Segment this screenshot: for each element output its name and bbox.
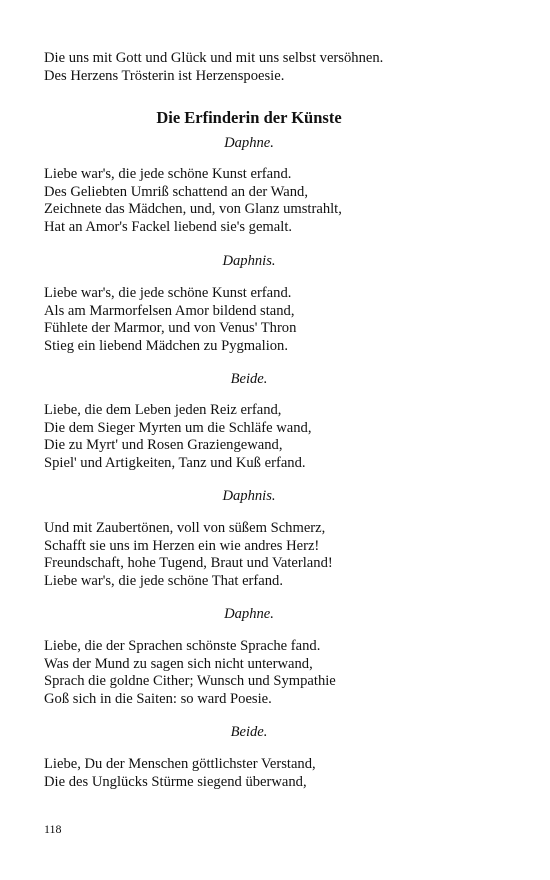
verse-line: Was der Mund zu sagen sich nicht unterwand, bbox=[44, 655, 313, 672]
verse-line: Freundschaft, hohe Tugend, Braut und Vaterland! bbox=[44, 555, 333, 572]
stanza bbox=[44, 402, 514, 472]
verse-line: Liebe, die der Sprachen schönste Sprache fand. bbox=[44, 638, 321, 654]
verse-line: Liebe war's, die jede schöne Kunst erfand. bbox=[44, 166, 292, 182]
speaker-label: Daphnis. bbox=[222, 253, 276, 269]
verse-line: Als am Marmorfelsen Amor bildend stand, bbox=[44, 302, 295, 319]
verse-line: Des Herzens Trösterin ist Herzenspoesie. bbox=[44, 67, 285, 84]
verse-line: Spiel' und Artigkeiten, Tanz und Kuß erfand. bbox=[44, 454, 306, 471]
speaker-label: Daphne. bbox=[224, 606, 274, 622]
stanza bbox=[44, 520, 514, 590]
verse-line: Schafft sie uns im Herzen ein wie andres Herz! bbox=[44, 537, 320, 554]
verse-line: Sprach die goldne Cither; Wunsch und Sympathie bbox=[44, 673, 336, 690]
stanza bbox=[44, 285, 514, 355]
verse-line: Hat an Amor's Fackel liebend sie's gemalt. bbox=[44, 218, 293, 235]
verse-line: Zeichnete das Mädchen, und, von Glanz umstrahlt, bbox=[44, 201, 342, 218]
verse-line: Des Geliebten Umriß schattend an der Wand, bbox=[44, 183, 308, 200]
verse-line: Und mit Zaubertönen, voll von süßem Schmerz, bbox=[44, 520, 326, 536]
stanza bbox=[44, 166, 514, 236]
verse-line: Die uns mit Gott und Glück und mit uns selbst versöhnen. bbox=[44, 50, 384, 66]
speaker-label: Beide. bbox=[230, 371, 268, 387]
intro-stanza bbox=[44, 50, 514, 85]
stanza bbox=[44, 638, 514, 708]
verse-line: Liebe war's, die jede schöne That erfand. bbox=[44, 572, 284, 589]
speaker-label: Daphnis. bbox=[222, 488, 276, 504]
verse-line: Liebe war's, die jede schöne Kunst erfand. bbox=[44, 285, 292, 301]
verse-line: Goß sich in die Saiten: so ward Poesie. bbox=[44, 690, 272, 707]
verse-line: Die dem Sieger Myrten um die Schläfe wand, bbox=[44, 419, 312, 436]
page-number: 118 bbox=[44, 822, 62, 836]
stanza bbox=[44, 756, 514, 791]
speaker-label: Beide. bbox=[230, 724, 268, 740]
verse-line: Liebe, die dem Leben jeden Reiz erfand, bbox=[44, 402, 282, 418]
poem-title: Die Erfinderin der Künste bbox=[156, 108, 342, 127]
speaker-label: Daphne. bbox=[224, 135, 274, 151]
verse-line: Liebe, Du der Menschen göttlichster Verstand, bbox=[44, 756, 316, 772]
verse-line: Die zu Myrt' und Rosen Graziengewand, bbox=[44, 437, 283, 454]
verse-line: Die des Unglücks Stürme siegend überwand, bbox=[44, 773, 307, 790]
verse-line: Fühlete der Marmor, und von Venus' Thron bbox=[44, 320, 297, 337]
verse-line: Stieg ein liebend Mädchen zu Pygmalion. bbox=[44, 337, 288, 354]
